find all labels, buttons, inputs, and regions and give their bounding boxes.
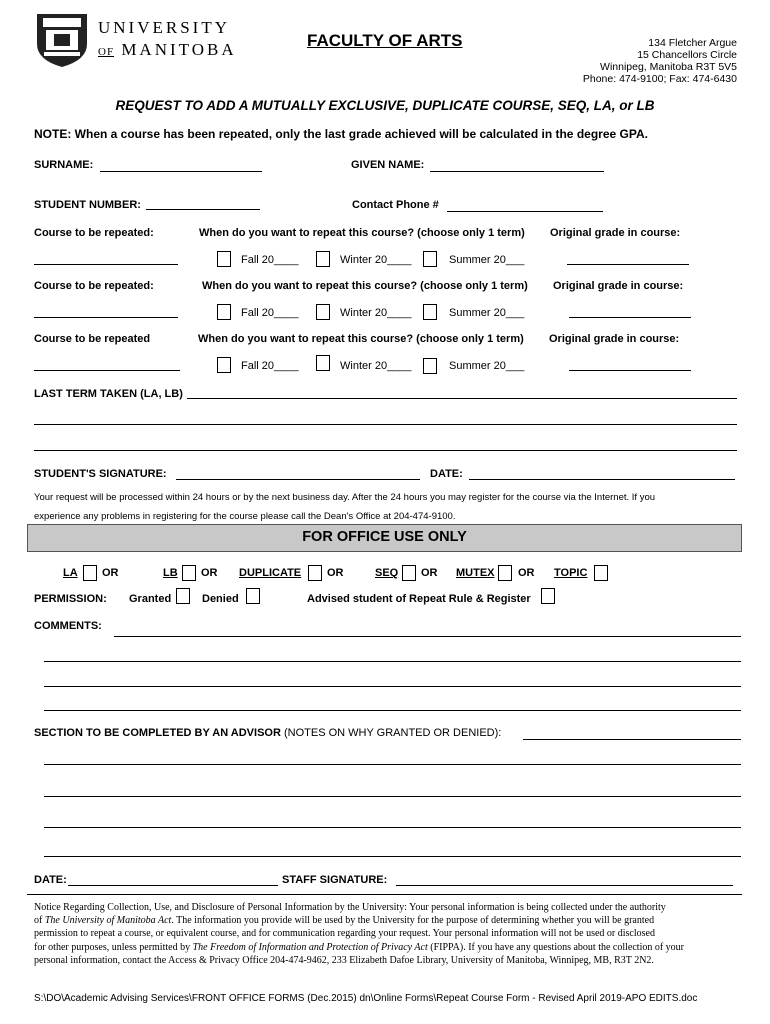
comments-line-2[interactable]: [44, 661, 741, 662]
original-grade-field[interactable]: [569, 317, 691, 318]
course-field[interactable]: [34, 264, 178, 265]
repeat-question: When do you want to repeat this course? (choose only 1 term): [199, 227, 525, 239]
advisor-notes-line-2[interactable]: [44, 764, 741, 765]
privacy-line: Notice Regarding Collection, Use, and Disclosure of Personal Information by the University: Your personal information is being collected under the authority: [34, 902, 666, 913]
course-label: Course to be repeated:: [34, 227, 154, 239]
office-use-heading: FOR OFFICE USE ONLY: [302, 529, 467, 545]
seq-checkbox[interactable]: [402, 565, 416, 581]
summer-checkbox[interactable]: [423, 304, 437, 320]
course-label: Course to be repeated: [34, 333, 151, 345]
privacy-line: [34, 914, 740, 927]
summer-checkbox[interactable]: [423, 251, 437, 267]
seq-label: SEQ: [375, 567, 399, 579]
privacy-text: for other purposes, unless permitted by: [34, 941, 193, 953]
winter-checkbox[interactable]: [316, 304, 330, 320]
or-label: OR: [421, 567, 438, 579]
university-word: UNIVERSITY: [98, 18, 230, 37]
comments-label: COMMENTS:: [34, 620, 102, 632]
address-line: Winnipeg, Manitoba R3T 5V5: [600, 61, 737, 73]
advisor-notes-line-3[interactable]: [44, 796, 741, 797]
or-label: OR: [102, 567, 119, 579]
topic-label: TOPIC: [554, 567, 588, 579]
winter-term-label: Winter 20____: [340, 360, 412, 372]
summer-checkbox[interactable]: [423, 358, 437, 374]
processing-notice: [34, 488, 655, 526]
advisor-section-label: [34, 727, 501, 739]
or-label: OR: [327, 567, 344, 579]
fall-checkbox[interactable]: [217, 357, 231, 373]
advisor-section-title: SECTION TO BE COMPLETED BY AN ADVISOR: [34, 727, 281, 739]
original-grade-label: Original grade in course:: [553, 280, 684, 292]
privacy-line: [34, 941, 740, 954]
surname-field[interactable]: [100, 171, 262, 172]
fall-checkbox[interactable]: [217, 251, 231, 267]
advised-checkbox[interactable]: [541, 588, 555, 604]
original-grade-field[interactable]: [569, 370, 691, 371]
summer-term-label: Summer 20___: [449, 360, 525, 372]
act-name: The Freedom of Information and Protection of Privacy Act: [192, 941, 428, 953]
address-line: Phone: 474-9100; Fax: 474-6430: [582, 73, 737, 85]
denied-checkbox[interactable]: [246, 588, 260, 604]
privacy-line: permission to repeat a course, or equivalent course, and for communication regarding your request. Your personal information will not be used or disclosed: [34, 928, 655, 940]
processing-line: experience any problems in registering for the course please call the Dean's Office at 204-474-9100.: [34, 511, 456, 522]
winter-checkbox[interactable]: [316, 355, 330, 371]
fall-checkbox[interactable]: [217, 304, 231, 320]
advisor-section-note: (NOTES ON WHY GRANTED OR DENIED):: [280, 727, 502, 739]
university-name: [98, 18, 238, 60]
winter-term-label: Winter 20____: [340, 307, 412, 319]
privacy-notice: [34, 901, 740, 967]
gpa-note: NOTE: When a course has been repeated, only the last grade achieved will be calculated in the degree GPA.: [34, 127, 648, 141]
mutex-label: MUTEX: [456, 567, 495, 579]
fall-term-label: Fall 20____: [241, 307, 299, 319]
staff-date-field[interactable]: [68, 885, 278, 886]
staff-date-label: DATE:: [34, 874, 67, 886]
course-field[interactable]: [34, 317, 178, 318]
la-label: LA: [63, 567, 78, 579]
advisor-notes-line-4[interactable]: [44, 827, 741, 828]
privacy-line: personal information, contact the Access & Privacy Office 204-474-9462, 233 Elizabeth Dafoe Library, University of Manitoba, Winnipeg, MB, R3T 2N2.: [34, 954, 654, 966]
student-date-label: DATE:: [430, 468, 463, 480]
address-line: 134 Fletcher Argue: [648, 37, 737, 49]
office-use-banner: [27, 524, 742, 552]
advisor-notes-field[interactable]: [523, 739, 741, 740]
address-line: 15 Chancellors Circle: [637, 49, 737, 61]
lb-label: LB: [163, 567, 178, 579]
last-term-line-2[interactable]: [34, 424, 737, 425]
original-grade-field[interactable]: [567, 264, 689, 265]
university-crest-logo: [34, 12, 90, 68]
staff-signature-field[interactable]: [396, 885, 733, 886]
surname-label: SURNAME:: [34, 159, 94, 171]
course-label: Course to be repeated:: [34, 280, 154, 292]
last-term-line-3[interactable]: [34, 450, 737, 451]
winter-checkbox[interactable]: [316, 251, 330, 267]
student-signature-label: STUDENT'S SIGNATURE:: [34, 468, 167, 480]
granted-label: Granted: [129, 593, 172, 605]
permission-label: PERMISSION:: [34, 593, 107, 605]
privacy-text: (FIPPA). If you have any questions about the collection of your: [427, 941, 685, 953]
or-label: OR: [518, 567, 535, 579]
denied-label: Denied: [202, 593, 239, 605]
comments-line-3[interactable]: [44, 686, 741, 687]
repeat-question: When do you want to repeat this course? (choose only 1 term): [202, 280, 528, 292]
summer-term-label: Summer 20___: [449, 254, 525, 266]
summer-term-label: Summer 20___: [449, 307, 525, 319]
university-of: OF: [98, 46, 115, 58]
comments-line-4[interactable]: [44, 710, 741, 711]
last-term-field[interactable]: [187, 398, 737, 399]
repeat-question: When do you want to repeat this course? (choose only 1 term): [198, 333, 524, 345]
faculty-title: FACULTY OF ARTS: [307, 31, 463, 50]
contact-phone-field[interactable]: [447, 211, 603, 212]
act-name: The University of Manitoba Act: [44, 915, 172, 927]
granted-checkbox[interactable]: [176, 588, 190, 604]
duplicate-checkbox[interactable]: [308, 565, 322, 581]
topic-checkbox[interactable]: [594, 565, 608, 581]
staff-signature-label: STAFF SIGNATURE:: [282, 874, 388, 886]
student-number-field[interactable]: [146, 209, 260, 210]
last-term-label: LAST TERM TAKEN (LA, LB): [34, 388, 183, 400]
student-signature-field[interactable]: [176, 479, 420, 480]
processing-line: Your request will be processed within 24 hours or by the next business day. After the 24 hours you may register for the course via the Internet. If you: [34, 492, 656, 503]
form-title: REQUEST TO ADD A MUTUALLY EXCLUSIVE, DUPLICATE COURSE, SEQ, LA, or LB: [115, 98, 655, 113]
advisor-notes-line-5[interactable]: [44, 856, 741, 857]
section-divider: [27, 894, 742, 895]
fall-term-label: Fall 20____: [241, 360, 299, 372]
duplicate-label: DUPLICATE: [239, 567, 302, 579]
la-checkbox[interactable]: [83, 565, 97, 581]
faculty-address: [583, 37, 737, 85]
winter-term-label: Winter 20____: [340, 254, 412, 266]
file-path: S:\DO\Academic Advising Services\FRONT OFFICE FORMS (Dec.2015) dn\Online Forms\Repeat Course Form - Revised April 2019-APO EDITS.doc: [34, 993, 698, 1004]
university-manitoba: MANITOBA: [121, 40, 237, 59]
course-field[interactable]: [34, 370, 180, 371]
given-name-label: GIVEN NAME:: [351, 159, 425, 171]
original-grade-label: Original grade in course:: [549, 333, 680, 345]
privacy-text: of: [34, 915, 45, 927]
lb-checkbox[interactable]: [182, 565, 196, 581]
student-date-field[interactable]: [469, 479, 735, 480]
mutex-checkbox[interactable]: [498, 565, 512, 581]
student-number-label: STUDENT NUMBER:: [34, 199, 141, 211]
advised-label: Advised student of Repeat Rule & Register: [307, 593, 531, 605]
privacy-text: . The information you provide will be used by the University for the purpose of determining whether you will be granted: [171, 915, 655, 927]
fall-term-label: Fall 20____: [241, 254, 299, 266]
given-name-field[interactable]: [430, 171, 604, 172]
comments-field[interactable]: [114, 636, 741, 637]
original-grade-label: Original grade in course:: [550, 227, 681, 239]
or-label: OR: [201, 567, 218, 579]
contact-phone-label: Contact Phone #: [352, 199, 439, 211]
